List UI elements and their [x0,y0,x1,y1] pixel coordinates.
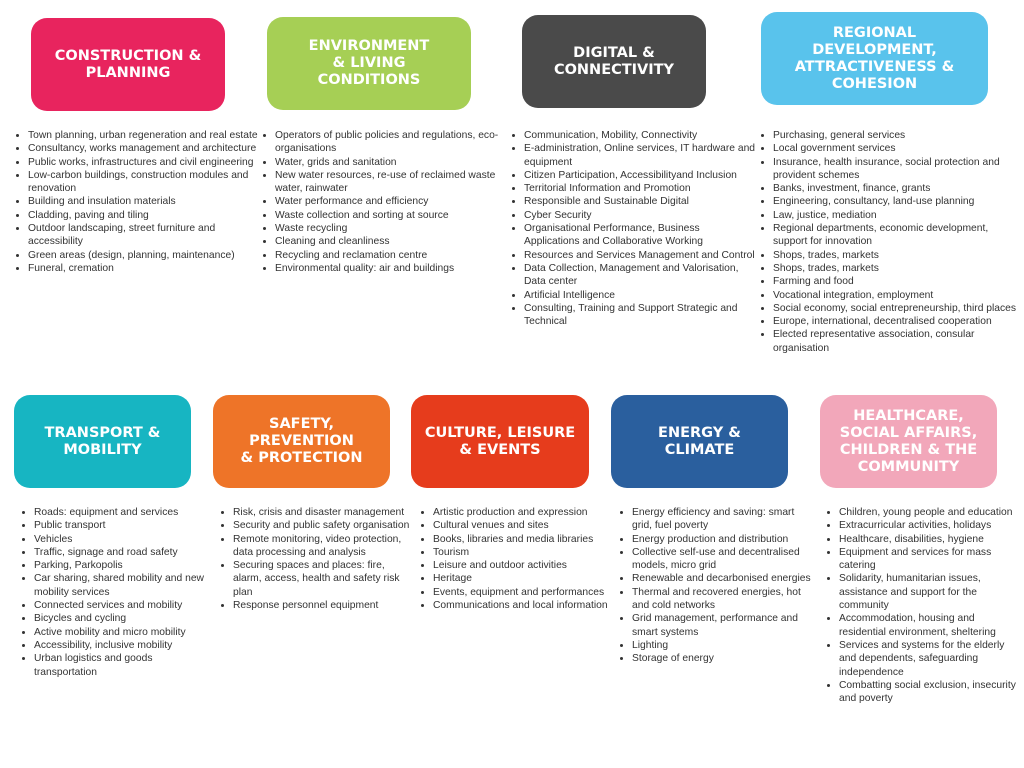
list-item: • New water resources, re-use of reclaimed waste water, rainwater [275,169,513,196]
list-item: • Local government services [773,142,1024,155]
list-item: • Books, libraries and media libraries [433,533,613,546]
list-item: • Cyber Security [524,209,756,222]
list-item: • Roads: equipment and services [34,506,216,519]
list-item: • Consulting, Training and Support Strategic and Technical [524,302,756,329]
category-list-transport [16,506,216,679]
list-item: • Leisure and outdoor activities [433,559,613,572]
list-item: • Children, young people and education [839,506,1019,519]
category-card-safety: SAFETY, PREVENTION & PROTECTION [213,395,390,488]
category-list-environment [257,129,513,275]
list-item: • Renewable and decarbonised energies [632,572,812,585]
list-item: • Water, grids and sanitation [275,156,513,169]
list-item: • Law, justice, mediation [773,209,1024,222]
list-item: • Heritage [433,572,613,585]
list-item: • Regional departments, economic development, support for innovation [773,222,1024,249]
list-item: • Shops, trades, markets [773,249,1024,262]
list-item: • Outdoor landscaping, street furniture and accessibility [28,222,268,249]
list-item: • Communications and local information [433,599,613,612]
list-item: • Resources and Services Management and Control [524,249,756,262]
list-item: • Recycling and reclamation centre [275,249,513,262]
list-item: • Banks, investment, finance, grants [773,182,1024,195]
list-item: • Insurance, health insurance, social protection and provident schemes [773,156,1024,183]
list-item: • Shops, trades, markets [773,262,1024,275]
list-item: • Artistic production and expression [433,506,613,519]
list-item: • Cleaning and cleanliness [275,235,513,248]
list-item: • Accessibility, inclusive mobility [34,639,216,652]
list-item: • Cladding, paving and tiling [28,209,268,222]
list-item: • Urban logistics and goods transportation [34,652,216,679]
list-item: • Services and systems for the elderly and dependents, safeguarding independence [839,639,1019,679]
list-item: • Bicycles and cycling [34,612,216,625]
list-item: • Artificial Intelligence [524,289,756,302]
list-item: • Operators of public policies and regulations, eco-organisations [275,129,513,156]
list-item: • Waste collection and sorting at source [275,209,513,222]
list-item: • Risk, crisis and disaster management [233,506,413,519]
list-item: • Low-carbon buildings, construction modules and renovation [28,169,268,196]
list-item: • Organisational Performance, Business Applications and Collaborative Working [524,222,756,249]
list-item: • Traffic, signage and road safety [34,546,216,559]
list-item: • Healthcare, disabilities, hygiene [839,533,1019,546]
list-item: • Car sharing, shared mobility and new mobility services [34,572,216,599]
list-item: • Solidarity, humanitarian issues, assistance and support for the community [839,572,1019,612]
category-card-digital: DIGITAL & CONNECTIVITY [522,15,706,108]
list-item: • Grid management, performance and smart systems [632,612,812,639]
list-item: • Equipment and services for mass catering [839,546,1019,573]
category-list-healthcare [821,506,1019,705]
list-item: • Consultancy, works management and architecture [28,142,268,155]
list-item: • Active mobility and micro mobility [34,626,216,639]
category-list-digital [506,129,756,328]
list-item: • Tourism [433,546,613,559]
category-card-energy: ENERGY & CLIMATE [611,395,788,488]
list-item: • Parking, Parkopolis [34,559,216,572]
list-item: • E-administration, Online services, IT hardware and equipment [524,142,756,169]
list-item: • Waste recycling [275,222,513,235]
list-item: • Building and insulation materials [28,195,268,208]
list-item: • Accommodation, housing and residential environment, sheltering [839,612,1019,639]
list-item: • Public works, infrastructures and civil engineering [28,156,268,169]
list-item: • Events, equipment and performances [433,586,613,599]
list-item: • Elected representative association, consular organisation [773,328,1024,355]
category-list-culture [415,506,613,612]
list-item: • Lighting [632,639,812,652]
category-card-healthcare: HEALTHCARE, SOCIAL AFFAIRS, CHILDREN & THE COMMUNITY [820,395,997,488]
list-item: • Environmental quality: air and buildings [275,262,513,275]
list-item: • Vehicles [34,533,216,546]
category-card-environment: ENVIRONMENT & LIVING CONDITIONS [267,17,471,110]
list-item: • Security and public safety organisation [233,519,413,532]
list-item: • Europe, international, decentralised cooperation [773,315,1024,328]
category-card-regional: REGIONAL DEVELOPMENT, ATTRACTIVENESS & COHESION [761,12,988,105]
list-item: • Extracurricular activities, holidays [839,519,1019,532]
category-card-transport: TRANSPORT & MOBILITY [14,395,191,488]
category-list-safety [215,506,413,612]
category-card-culture: CULTURE, LEISURE & EVENTS [411,395,589,488]
category-card-construction: CONSTRUCTION & PLANNING [31,18,225,111]
list-item: • Purchasing, general services [773,129,1024,142]
list-item: • Farming and food [773,275,1024,288]
list-item: • Remote monitoring, video protection, data processing and analysis [233,533,413,560]
list-item: • Responsible and Sustainable Digital [524,195,756,208]
list-item: • Citizen Participation, Accessibilityand Inclusion [524,169,756,182]
list-item: • Town planning, urban regeneration and real estate [28,129,268,142]
list-item: • Green areas (design, planning, maintenance) [28,249,268,262]
list-item: • Funeral, cremation [28,262,268,275]
list-item: • Thermal and recovered energies, hot and cold networks [632,586,812,613]
list-item: • Vocational integration, employment [773,289,1024,302]
list-item: • Data Collection, Management and Valorisation, Data center [524,262,756,289]
list-item: • Public transport [34,519,216,532]
list-item: • Energy efficiency and saving: smart grid, fuel poverty [632,506,812,533]
list-item: • Combatting social exclusion, insecurity and poverty [839,679,1019,706]
category-list-energy [614,506,812,666]
list-item: • Storage of energy [632,652,812,665]
list-item: • Communication, Mobility, Connectivity [524,129,756,142]
category-list-regional [755,129,1024,355]
list-item: • Connected services and mobility [34,599,216,612]
list-item: • Collective self-use and decentralised models, micro grid [632,546,812,573]
category-list-construction [10,129,268,275]
list-item: • Engineering, consultancy, land-use planning [773,195,1024,208]
list-item: • Cultural venues and sites [433,519,613,532]
list-item: • Securing spaces and places: fire, alarm, access, health and safety risk plan [233,559,413,599]
list-item: • Territorial Information and Promotion [524,182,756,195]
list-item: • Social economy, social entrepreneurship, third places [773,302,1024,315]
list-item: • Water performance and efficiency [275,195,513,208]
list-item: • Energy production and distribution [632,533,812,546]
list-item: • Response personnel equipment [233,599,413,612]
